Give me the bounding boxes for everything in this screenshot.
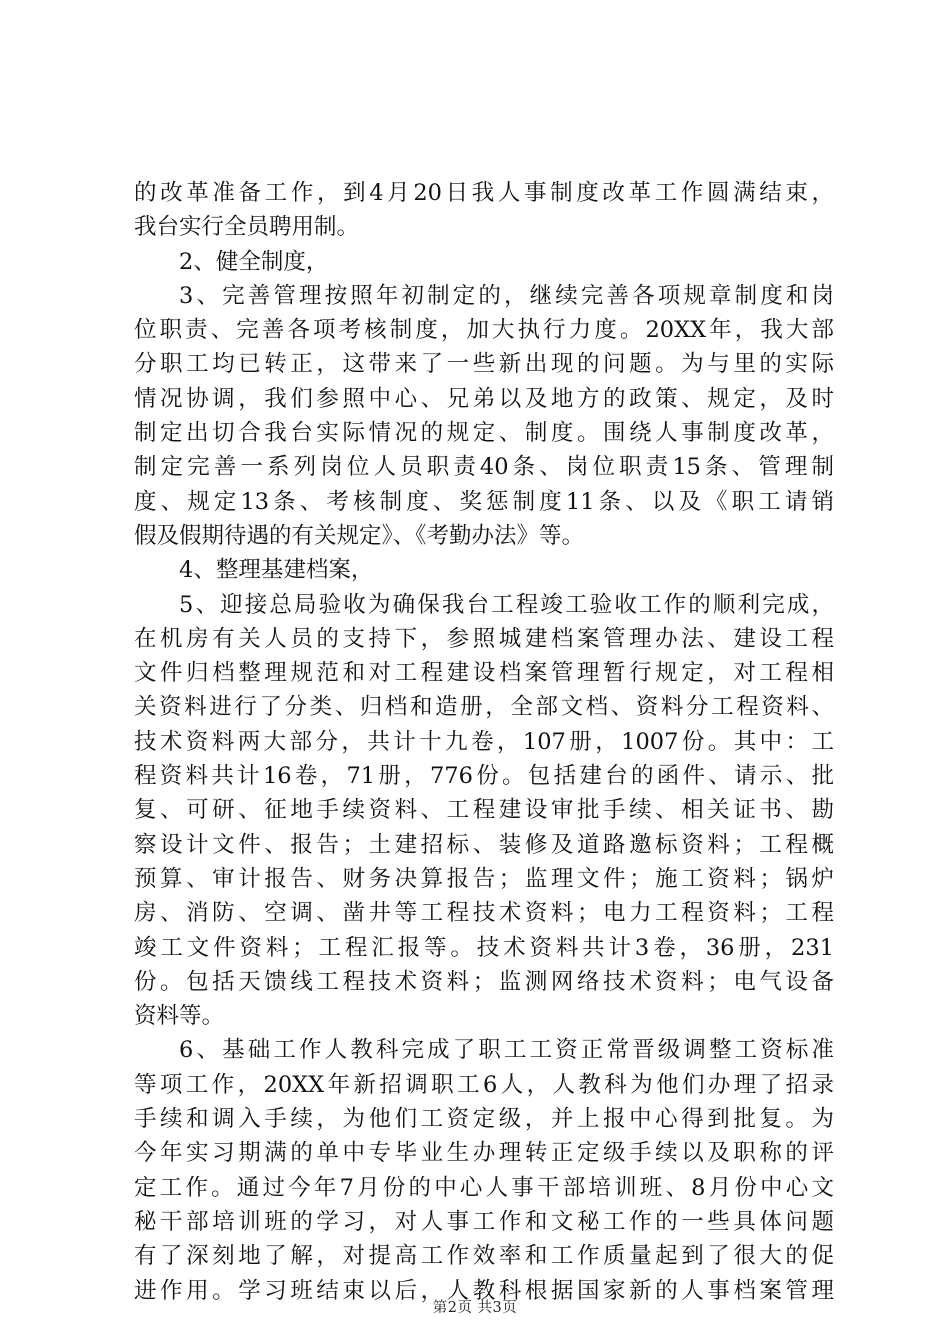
text-line: 3、完善管理按照年初制定的，继续完善各项规章制度和岗 <box>179 282 834 309</box>
text-line: 位职责、完善各项考核制度，加大执行力度。20XX年，我大部 <box>134 317 834 344</box>
text-line: 情况协调，我们参照中心、兄弟以及地方的政策、规定，及时 <box>134 385 834 412</box>
text-line: 4、整理基建档案， <box>179 557 374 584</box>
text-line: 文件归档整理规范和对工程建设档案管理暂行规定，对工程相 <box>134 660 834 687</box>
text-line: 资料等。 <box>134 1003 225 1030</box>
text-line: 度、规定13条、考核制度、奖惩制度11条、以及《职工请销 <box>134 488 834 515</box>
text-line: 预算、审计报告、财务决算报告；监理文件；施工资料；锅炉 <box>134 865 834 892</box>
text-line: 房、消防、空调、凿井等工程技术资料；电力工程资料；工程 <box>134 900 834 927</box>
text-line: 关资料进行了分类、归档和造册，全部文档、资料分工程资料、 <box>134 694 834 721</box>
text-line: 等项工作，20XX年新招调职工6人，人教科为他们办理了招录 <box>134 1071 834 1098</box>
text-line: 假及假期待遇的有关规定》、《考勤办法》等。 <box>134 522 585 549</box>
text-line: 2、健全制度， <box>179 248 329 275</box>
text-line: 份。包括天馈线工程技术资料；监测网络技术资料；电气设备 <box>134 968 834 995</box>
text-line: 定工作。通过今年7月份的中心人事干部培训班、8月份中心文 <box>134 1174 834 1201</box>
text-line: 察设计文件、报告；土建招标、装修及道路邀标资料；工程概 <box>134 831 834 858</box>
text-line: 程资料共计16卷，71册，776份。包括建台的函件、请示、批 <box>134 763 834 790</box>
text-line: 竣工文件资料；工程汇报等。技术资料共计3卷，36册，231 <box>134 934 834 961</box>
text-line: 的改革准备工作，到4月20日我人事制度改革工作圆满结束， <box>134 180 834 206</box>
text-line: 6、基础工作人教科完成了职工工资正常晋级调整工资标准 <box>179 1037 834 1064</box>
page-number: 第2页 共3页 <box>432 1300 518 1316</box>
text-line: 秘干部培训班的学习，对人事工作和文秘工作的一些具体问题 <box>134 1208 834 1235</box>
text-line: 我台实行全员聘用制。 <box>134 214 360 241</box>
text-line: 进作用。学习班结束以后，人教科根据国家新的人事档案管理 <box>134 1277 834 1304</box>
page-footer <box>0 1296 950 1317</box>
text-line: 在机房有关人员的支持下，参照城建档案管理办法、建设工程 <box>134 625 834 652</box>
text-line: 制定完善一系列岗位人员职责40条、岗位职责15条、管理制 <box>134 454 834 481</box>
text-line: 今年实习期满的单中专毕业生办理转正定级手续以及职称的评 <box>134 1140 834 1167</box>
text-line: 有了深刻地了解，对提高工作效率和工作质量起到了很大的促 <box>134 1243 834 1270</box>
text-line: 复、可研、征地手续资料、工程建设审批手续、相关证书、勘 <box>134 797 834 824</box>
text-line: 手续和调入手续，为他们工资定级，并上报中心得到批复。为 <box>134 1106 834 1133</box>
text-line: 5、迎接总局验收为确保我台工程竣工验收工作的顺利完成， <box>179 591 834 618</box>
body-text <box>134 176 834 1308</box>
text-line: 制定出切合我台实际情况的规定、制度。围绕人事制度改革， <box>134 420 834 447</box>
text-line: 技术资料两大部分，共计十九卷，107册，1007份。其中：工 <box>134 728 834 755</box>
text-line: 分职工均已转正，这带来了一些新出现的问题。为与里的实际 <box>134 351 834 378</box>
